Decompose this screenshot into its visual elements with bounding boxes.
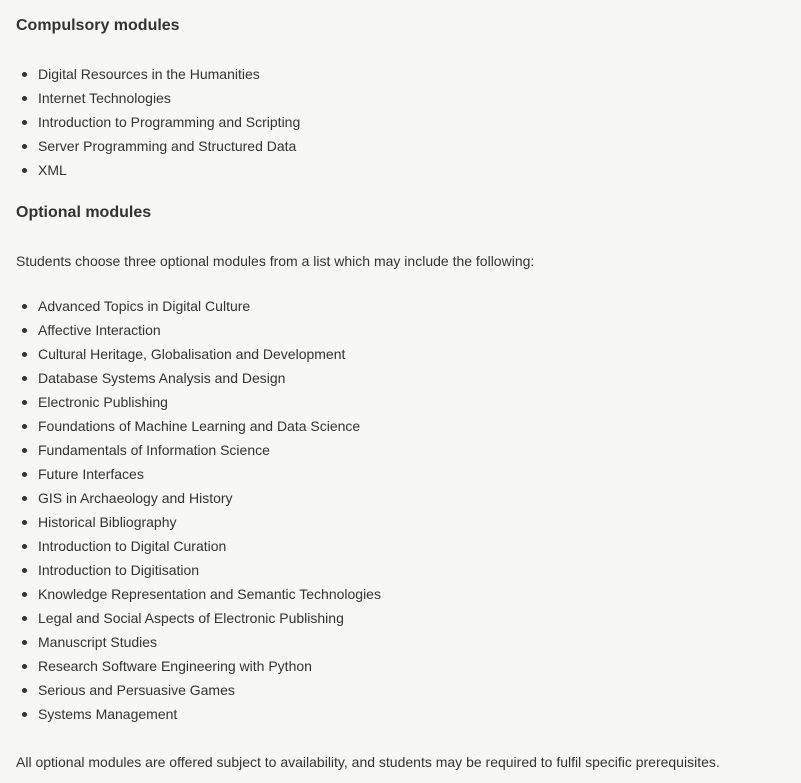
module-name: Electronic Publishing bbox=[38, 394, 168, 410]
bullet-icon bbox=[22, 352, 27, 357]
bullet-icon bbox=[22, 640, 27, 645]
list-item bbox=[16, 414, 785, 438]
list-item bbox=[16, 62, 785, 86]
list-item bbox=[16, 534, 785, 558]
bullet-icon bbox=[22, 712, 27, 717]
module-name: Future Interfaces bbox=[38, 466, 144, 482]
module-name: Foundations of Machine Learning and Data Science bbox=[38, 418, 361, 434]
bullet-icon bbox=[22, 544, 27, 549]
list-item bbox=[16, 366, 785, 390]
module-name: Systems Management bbox=[38, 706, 178, 722]
list-item bbox=[16, 678, 785, 702]
compulsory-modules-list bbox=[16, 62, 785, 182]
list-item bbox=[16, 390, 785, 414]
bullet-icon bbox=[22, 568, 27, 573]
bullet-icon bbox=[22, 144, 27, 149]
bullet-icon bbox=[22, 400, 27, 405]
list-item bbox=[16, 438, 785, 462]
optional-modules-list bbox=[16, 294, 785, 726]
module-name: Serious and Persuasive Games bbox=[38, 682, 235, 698]
optional-modules-intro: Students choose three optional modules from a list which may include the following: bbox=[16, 253, 535, 269]
bullet-icon bbox=[22, 72, 27, 77]
bullet-icon bbox=[22, 688, 27, 693]
module-name: GIS in Archaeology and History bbox=[38, 490, 233, 506]
module-name: Research Software Engineering with Python bbox=[38, 658, 312, 674]
optional-modules-heading: Optional modules bbox=[16, 204, 152, 221]
module-name: Knowledge Representation and Semantic Technologies bbox=[38, 586, 381, 602]
module-name: Legal and Social Aspects of Electronic Publishing bbox=[38, 610, 344, 626]
list-item bbox=[16, 110, 785, 134]
bullet-icon bbox=[22, 120, 27, 125]
list-item bbox=[16, 606, 785, 630]
module-name: Manuscript Studies bbox=[38, 634, 158, 650]
list-item bbox=[16, 486, 785, 510]
list-item bbox=[16, 134, 785, 158]
bullet-icon bbox=[22, 328, 27, 333]
bullet-icon bbox=[22, 424, 27, 429]
bullet-icon bbox=[22, 592, 27, 597]
list-item bbox=[16, 86, 785, 110]
module-name: Digital Resources in the Humanities bbox=[38, 66, 260, 82]
list-item bbox=[16, 462, 785, 486]
module-name: Internet Technologies bbox=[38, 90, 171, 106]
module-name: Server Programming and Structured Data bbox=[38, 138, 297, 154]
list-item bbox=[16, 702, 785, 726]
list-item bbox=[16, 582, 785, 606]
bullet-icon bbox=[22, 472, 27, 477]
module-name: Affective Interaction bbox=[38, 322, 161, 338]
list-item bbox=[16, 558, 785, 582]
list-item bbox=[16, 342, 785, 366]
bullet-icon bbox=[22, 96, 27, 101]
bullet-icon bbox=[22, 376, 27, 381]
availability-note: All optional modules are offered subject to availability, and students may be required to fulfil specific prerequisites. bbox=[16, 754, 720, 770]
bullet-icon bbox=[22, 616, 27, 621]
bullet-icon bbox=[22, 304, 27, 309]
list-item bbox=[16, 318, 785, 342]
module-name: Advanced Topics in Digital Culture bbox=[38, 298, 251, 314]
bullet-icon bbox=[22, 168, 27, 173]
list-item bbox=[16, 510, 785, 534]
compulsory-modules-heading: Compulsory modules bbox=[16, 17, 180, 34]
module-name: Database Systems Analysis and Design bbox=[38, 370, 286, 386]
list-item bbox=[16, 158, 785, 182]
bullet-icon bbox=[22, 448, 27, 453]
list-item bbox=[16, 294, 785, 318]
module-name: Fundamentals of Information Science bbox=[38, 442, 270, 458]
list-item bbox=[16, 654, 785, 678]
module-name: Introduction to Digitisation bbox=[38, 562, 200, 578]
bullet-icon bbox=[22, 520, 27, 525]
module-name: Historical Bibliography bbox=[38, 514, 177, 530]
module-name: Introduction to Programming and Scripting bbox=[38, 114, 301, 130]
bullet-icon bbox=[22, 664, 27, 669]
bullet-icon bbox=[22, 496, 27, 501]
module-name: Cultural Heritage, Globalisation and Development bbox=[38, 346, 346, 362]
list-item bbox=[16, 630, 785, 654]
module-name: XML bbox=[38, 162, 67, 178]
module-name: Introduction to Digital Curation bbox=[38, 538, 227, 554]
